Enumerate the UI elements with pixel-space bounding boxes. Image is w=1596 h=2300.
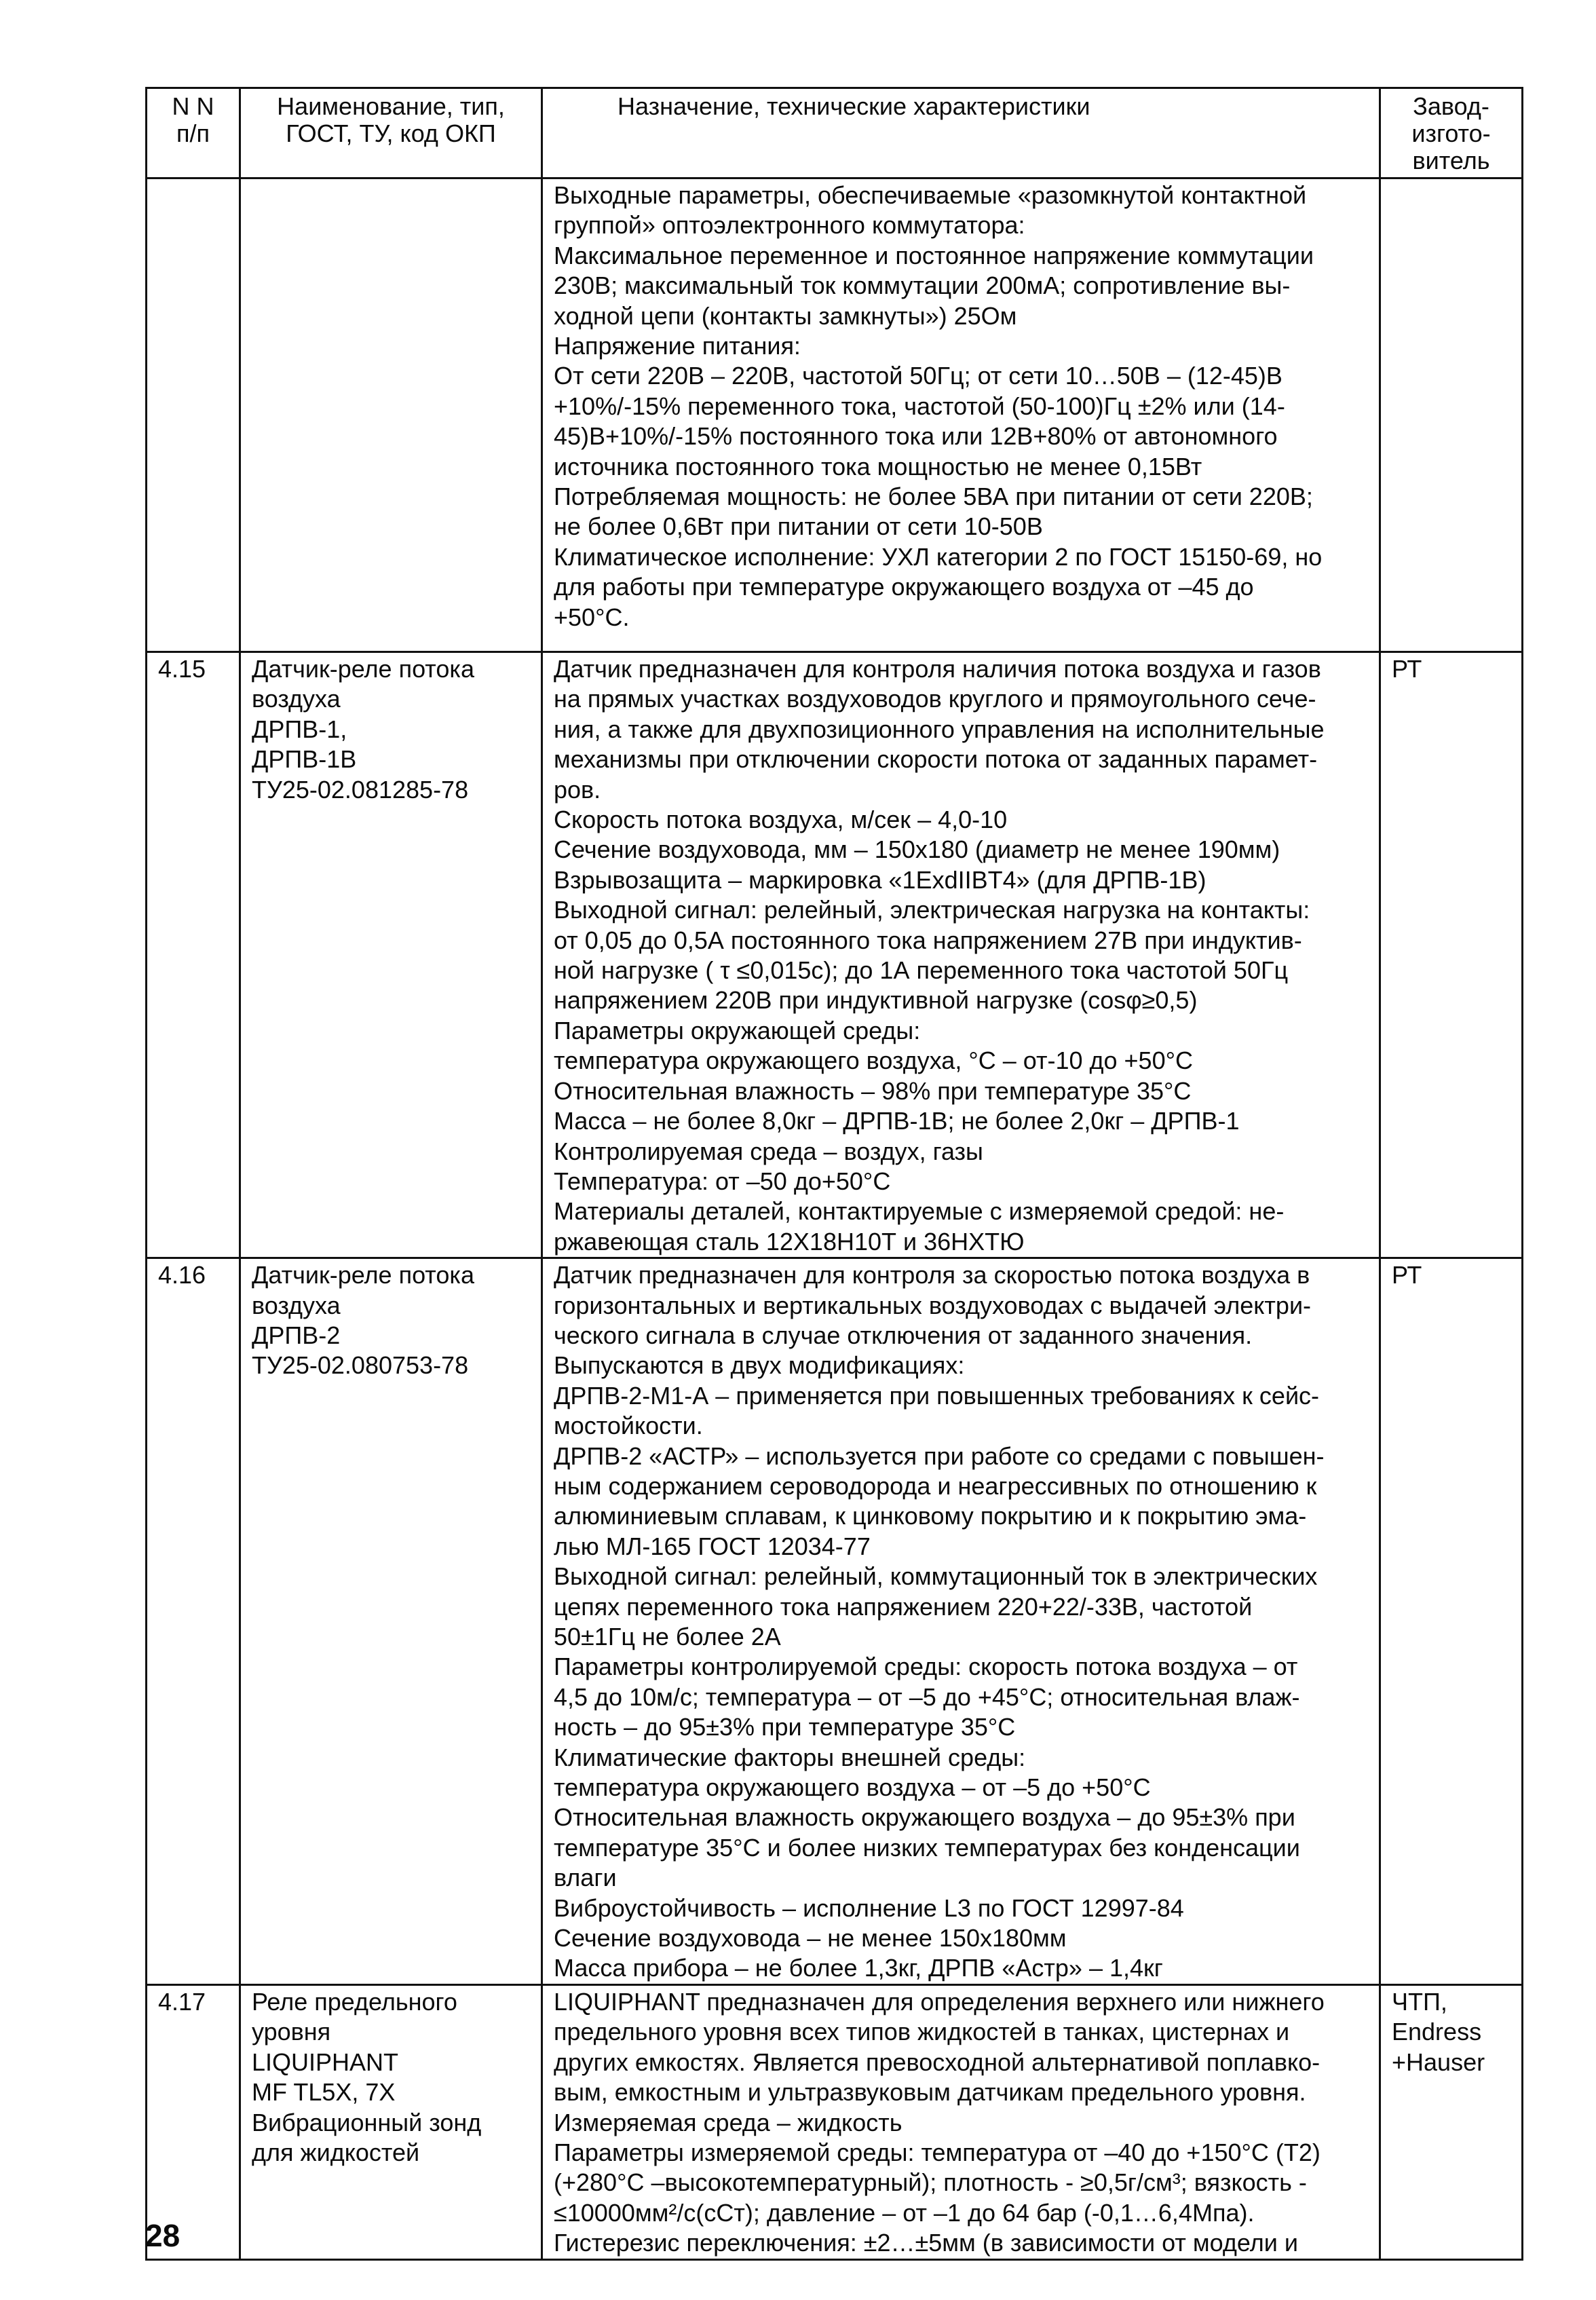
description-line: LIQUIPHANT предназначен для определения верхнего или нижнего [554, 1987, 1325, 2016]
row-manufacturer [1380, 1258, 1523, 1985]
description-line: Выходной сигнал: релейный, электрическая нагрузка на контакты: [554, 896, 1310, 924]
description-line: 4,5 до 10м/с; температура – от –5 до +45°С; относительная влаж- [554, 1682, 1300, 1711]
header-name [240, 88, 542, 178]
name-line: ДРПВ-1В [252, 745, 357, 774]
row-number [147, 178, 240, 652]
description-line: Датчик предназначен для контроля за скоростью потока воздуха в [554, 1261, 1310, 1289]
table-row [147, 1984, 1523, 2259]
name-line: Датчик-реле потока [252, 1261, 474, 1289]
description-line: Параметры измеряемой среды: температура от –40 до +150°С (Т2) [554, 2138, 1320, 2166]
name-line: ДРПВ-1, [252, 715, 347, 743]
row-number: 4.17 [147, 1984, 240, 2259]
description-line: Выходные параметры, обеспечиваемые «разомкнутой контактной [554, 181, 1307, 209]
description-line: температура окружающего воздуха – от –5 до +50°С [554, 1773, 1151, 1802]
name-line: Реле предельного [252, 1987, 457, 2016]
description-line: Выпускаются в двух модификациях: [554, 1351, 965, 1380]
description-line: Климатическое исполнение: УХЛ категории 2 по ГОСТ 15150-69, но [554, 542, 1323, 571]
description-line: (+280°С –высокотемпературный); плотность - ≥0,5г/см³; вязкость - [554, 2168, 1307, 2197]
description-line: +10%/-15% переменного тока, частотой (50-100)Гц ±2% или (14- [554, 392, 1285, 420]
description-line: от 0,05 до 0,5А постоянного тока напряжением 27В при индуктив- [554, 926, 1302, 954]
row-description [542, 178, 1380, 652]
row-manufacturer [1380, 652, 1523, 1258]
description-line: ров. [554, 775, 601, 804]
description-line: ной нагрузке ( τ ≤0,015с); до 1А переменного тока частотой 50Гц [554, 956, 1289, 985]
description-line: 50±1Гц не более 2А [554, 1623, 781, 1651]
name-line: ТУ25-02.081285-78 [252, 775, 469, 804]
description-line: предельного уровня всех типов жидкостей в танках, цистернах и [554, 2018, 1290, 2046]
name-line: воздуха [252, 1291, 341, 1319]
name-line: MF TL5X, 7X [252, 2078, 396, 2107]
description-line: Относительная влажность – 98% при температуре 35°С [554, 1076, 1192, 1105]
description-line: От сети 220В – 220В, частотой 50Гц; от сети 10…50В – (12-45)В [554, 362, 1282, 390]
row-number: 4.16 [147, 1258, 240, 1985]
header-manufacturer [1380, 88, 1523, 178]
description-line: цепях переменного тока напряжением 220+22/-33В, частотой [554, 1592, 1253, 1621]
manufacturer-line: ЧТП, [1392, 1987, 1447, 2016]
description-line: 230В; максимальный ток коммутации 200мА; сопротивление вы- [554, 271, 1291, 300]
page-number: 28 [145, 2218, 180, 2253]
description-line: Масса прибора – не более 1,3кг, ДРПВ «Астр» – 1,4кг [554, 1954, 1163, 1982]
header-number-line: п/п [176, 119, 210, 147]
description-line: Потребляемая мощность: не более 5ВА при питании от сети 220В; [554, 483, 1313, 511]
description-line: группой» оптоэлектронного коммутатора: [554, 211, 1025, 240]
table-row [147, 178, 1523, 652]
description-line: Выходной сигнал: релейный, коммутационный ток в электрических [554, 1562, 1318, 1591]
description-line: Сечение воздуховода, мм – 150х180 (диаметр не менее 190мм) [554, 835, 1280, 864]
description-line: ния, а также для двухпозиционного управления на исполнительные [554, 715, 1325, 743]
description-line: Относительная влажность окружающего воздуха – до 95±3% при [554, 1803, 1295, 1832]
description-line: ческого сигнала в случае отключения от заданного значения. [554, 1321, 1253, 1349]
table-body [147, 178, 1523, 2260]
name-line: уровня [252, 2018, 331, 2046]
description-line: алюминиевым сплавам, к цинковому покрытию и к покрытию эма- [554, 1502, 1307, 1530]
name-line: ТУ25-02.080753-78 [252, 1351, 469, 1380]
row-description [542, 1984, 1380, 2259]
description-line: Материалы деталей, контактируемые с измеряемой средой: не- [554, 1197, 1285, 1226]
description-line: Измеряемая среда – жидкость [554, 2108, 902, 2136]
description-line: ржавеющая сталь 12Х18Н10Т и 36НХТЮ [554, 1227, 1025, 1256]
description-line: горизонтальных и вертикальных воздуховодах с выдачей электри- [554, 1291, 1312, 1319]
row-name [240, 652, 542, 1258]
name-line: LIQUIPHANT [252, 2048, 399, 2076]
description-line: Напряжение питания: [554, 332, 801, 360]
description-line: ≤10000мм²/с(сСт); давление – от –1 до 64 бар (-0,1…6,4Мпа). [554, 2198, 1255, 2227]
description-line: на прямых участках воздуховодов круглого и прямоугольного сече- [554, 685, 1316, 713]
header-name-line: ГОСТ, ТУ, код ОКП [286, 119, 496, 147]
name-line: для жидкостей [252, 2138, 420, 2166]
description-line: других емкостях. Является превосходной альтернативой поплавко- [554, 2048, 1320, 2076]
description-line: Контролируемая среда – воздух, газы [554, 1137, 983, 1165]
row-number: 4.15 [147, 652, 240, 1258]
description-line: Виброустойчивость – исполнение L3 по ГОСТ 12997-84 [554, 1893, 1184, 1922]
table-row [147, 1258, 1523, 1985]
header-number [147, 88, 240, 178]
description-line: для работы при температуре окружающего воздуха от –45 до [554, 573, 1254, 601]
description-line: механизмы при отключении скорости потока от заданных парамет- [554, 745, 1318, 774]
description-line: Температура: от –50 до+50°С [554, 1167, 891, 1195]
row-name [240, 1258, 542, 1985]
row-description [542, 1258, 1380, 1985]
description-line: Гистерезис переключения: ±2…±5мм (в зависимости от модели и [554, 2229, 1298, 2257]
description-line: Масса – не более 8,0кг – ДРПВ-1В; не более 2,0кг – ДРПВ-1 [554, 1107, 1240, 1135]
description-line: вым, емкостным и ультразвуковым датчикам предельного уровня. [554, 2078, 1306, 2107]
description-line: ным содержанием сероводорода и неагрессивных по отношению к [554, 1471, 1317, 1500]
name-line: воздуха [252, 685, 341, 713]
description-line: ность – до 95±3% при температуре 35°С [554, 1713, 1016, 1741]
header-name-line: Наименование, тип, [277, 92, 505, 120]
name-line: Вибрационный зонд [252, 2108, 482, 2136]
header-mfr-line: Завод- [1413, 92, 1489, 120]
row-manufacturer [1380, 1984, 1523, 2259]
row-manufacturer [1380, 178, 1523, 652]
description-line: ДРПВ-2-М1-А – применяется при повышенных требованиях к сейс- [554, 1381, 1320, 1410]
name-line: Датчик-реле потока [252, 655, 474, 683]
row-description [542, 652, 1380, 1258]
description-line: Скорость потока воздуха, м/сек – 4,0-10 [554, 806, 1008, 834]
manufacturer-line: +Hauser [1392, 2048, 1485, 2076]
name-line: ДРПВ-2 [252, 1321, 341, 1349]
description-line: лью МЛ-165 ГОСТ 12034-77 [554, 1532, 871, 1560]
description-line: ходной цепи (контакты замкнуты») 25Ом [554, 301, 1017, 330]
description-line: не более 0,6Вт при питании от сети 10-50В [554, 512, 1043, 541]
description-line: ДРПВ-2 «АСТР» – используется при работе со средами с повышен- [554, 1441, 1325, 1470]
header-mfr-line: изгото- [1411, 119, 1491, 147]
description-line: 45)В+10%/-15% постоянного тока или 12В+80% от автономного [554, 422, 1278, 451]
manufacturer-line: Endress [1392, 2018, 1482, 2046]
table-row [147, 652, 1523, 1258]
description-line: Датчик предназначен для контроля наличия потока воздуха и газов [554, 655, 1321, 683]
description-line: влаги [554, 1864, 617, 1892]
description-line: температуре 35°С и более низких температурах без конденсации [554, 1833, 1300, 1862]
description-line: мостойкости. [554, 1412, 703, 1440]
description-line: +50°С. [554, 603, 630, 631]
row-name [240, 178, 542, 652]
header-mfr-line: витель [1412, 147, 1490, 174]
description-line: напряжением 220В при индуктивной нагрузке (cosφ≥0,5) [554, 986, 1198, 1015]
manufacturer-line: РТ [1392, 655, 1422, 683]
description-line: температура окружающего воздуха, °С – от-10 до +50°С [554, 1047, 1193, 1075]
description-line: Параметры контролируемой среды: скорость потока воздуха – от [554, 1653, 1298, 1681]
description-line: Климатические факторы внешней среды: [554, 1743, 1026, 1771]
description-line: Взрывозащита – маркировка «1ExdIIBT4» (для ДРПВ-1В) [554, 865, 1206, 894]
header-description: Назначение, технические характеристики [542, 88, 1380, 178]
table-header-row [147, 88, 1523, 178]
row-name [240, 1984, 542, 2259]
description-line: источника постоянного тока мощностью не менее 0,15Вт [554, 452, 1202, 480]
header-number-line: N N [172, 92, 214, 120]
description-line: Максимальное переменное и постоянное напряжение коммутации [554, 241, 1314, 269]
description-line: Параметры окружающей среды: [554, 1016, 921, 1044]
description-line: Сечение воздуховода – не менее 150х180мм [554, 1924, 1067, 1953]
spec-table [145, 87, 1523, 2261]
manufacturer-line: РТ [1392, 1261, 1422, 1289]
